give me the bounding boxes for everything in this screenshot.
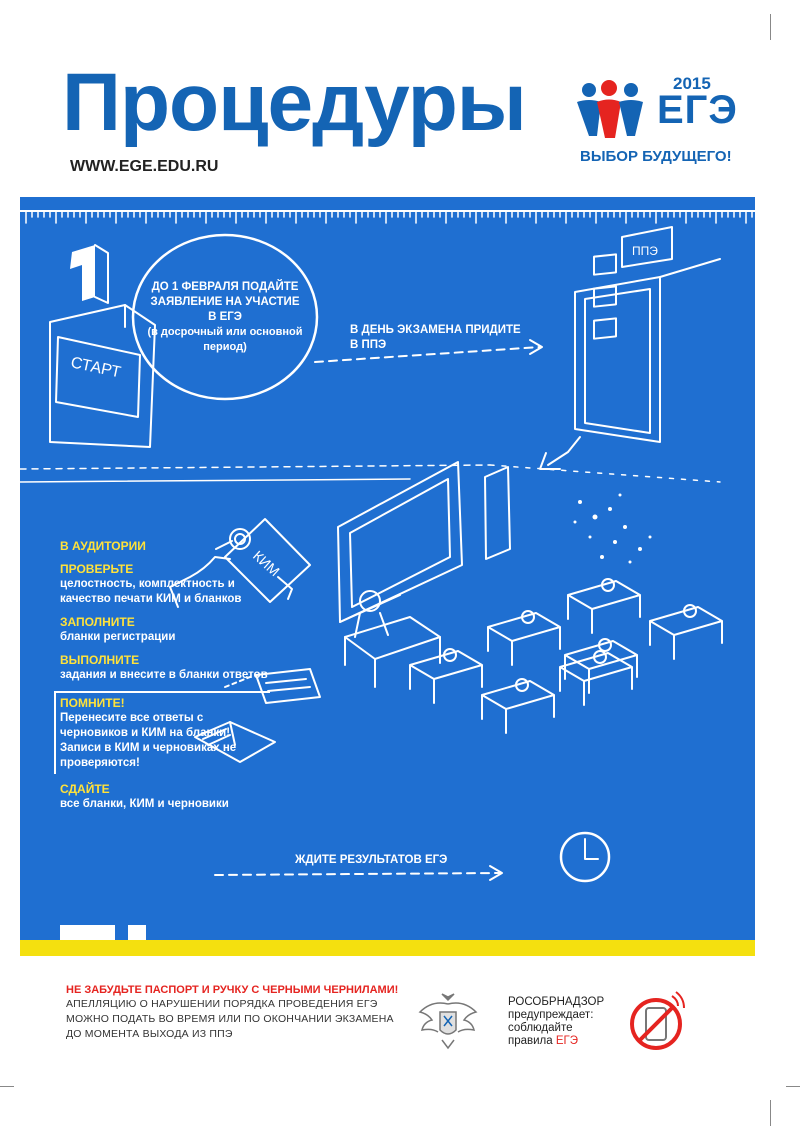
- crop-mark: [786, 1086, 800, 1087]
- fill-body: бланки регистрации: [60, 631, 176, 643]
- submit-heading: СДАЙТЕ: [60, 782, 110, 796]
- do-body: задания и внесите в бланки ответов: [60, 669, 268, 681]
- callout-text: [145, 280, 305, 355]
- ros-rules: ЕГЭ: [555, 1035, 579, 1047]
- kim-label: КИМ: [249, 547, 283, 580]
- rosobrnadzor-text: [508, 996, 618, 1048]
- remember-heading: ПОМНИТЕ!: [60, 696, 125, 710]
- crop-mark: [0, 1086, 14, 1087]
- crop-mark: [770, 14, 771, 40]
- callout-note: (в досрочный или основной период): [147, 326, 303, 353]
- blackboard-icon: [338, 462, 510, 622]
- page-title: Процедуры: [62, 57, 526, 148]
- ege-logo: [575, 74, 745, 164]
- remember-box: [54, 691, 270, 774]
- site-url[interactable]: WWW.EGE.EDU.RU: [70, 158, 219, 175]
- door-icon: [575, 227, 720, 442]
- day-of-exam-text: В ДЕНЬ ЭКЗАМЕНА ПРИДИТЕ В ППЭ: [350, 324, 521, 351]
- ros-line1: РОСОБРНАДЗОР: [508, 996, 605, 1008]
- yellow-stripe: [20, 940, 755, 956]
- warning-body: АПЕЛЛЯЦИЮ О НАРУШЕНИИ ПОРЯДКА ПРОВЕДЕНИЯ ЕГЭ МОЖНО ПОДАТЬ ВО ВРЕМЯ ИЛИ ПО ОКОНЧАНИИ ЭКЗАМЕНА ДО МОМЕНТА ВЫХОДА ИЗ ППЭ: [66, 998, 394, 1040]
- no-phone-icon: [628, 988, 690, 1052]
- classroom-heading: В АУДИТОРИИ: [60, 539, 146, 553]
- wait-results-text: ЖДИТЕ РЕЗУЛЬТАТОВ ЕГЭ: [295, 854, 448, 866]
- steps-list: [60, 539, 270, 820]
- callout-main: ДО 1 ФЕВРАЛЯ ПОДАЙТЕ ЗАЯВЛЕНИЕ НА УЧАСТИЕ В ЕГЭ: [150, 281, 300, 323]
- warning-heading: НЕ ЗАБУДЬТЕ ПАСПОРТ И РУЧКУ С ЧЕРНЫМИ ЧЕРНИЛАМИ!: [66, 984, 399, 996]
- figures-icon: [577, 80, 657, 140]
- fill-heading: ЗАПОЛНИТЕ: [60, 615, 135, 629]
- crop-mark: [770, 1100, 771, 1126]
- ros-line4: правила: [508, 1035, 553, 1047]
- warning-block: [66, 983, 406, 1042]
- check-heading: ПРОВЕРЬТЕ: [60, 562, 134, 576]
- check-body: целостность, комплектность и качество печати КИМ и бланков: [60, 578, 242, 605]
- ros-line3: соблюдайте: [508, 1022, 573, 1034]
- emblem-icon: [418, 992, 478, 1054]
- door-sign: ППЭ: [632, 244, 658, 258]
- ros-line2: предупреждает:: [508, 1009, 594, 1021]
- logo-word: ЕГЭ: [657, 88, 738, 132]
- start-sign: СТАРТ: [69, 354, 123, 382]
- remember-body: Перенесите все ответы с черновиков и КИМ на бланки! Записи в КИМ и черновиках не проверяются!: [60, 712, 237, 769]
- procedure-panel: [20, 197, 755, 942]
- clock-icon: [561, 833, 609, 881]
- submit-body: все бланки, КИМ и черновики: [60, 798, 229, 810]
- logo-year: 2015: [673, 74, 711, 93]
- logo-slogan: ВЫБОР БУДУЩЕГО!: [580, 148, 732, 165]
- do-heading: ВЫПОЛНИТЕ: [60, 653, 140, 667]
